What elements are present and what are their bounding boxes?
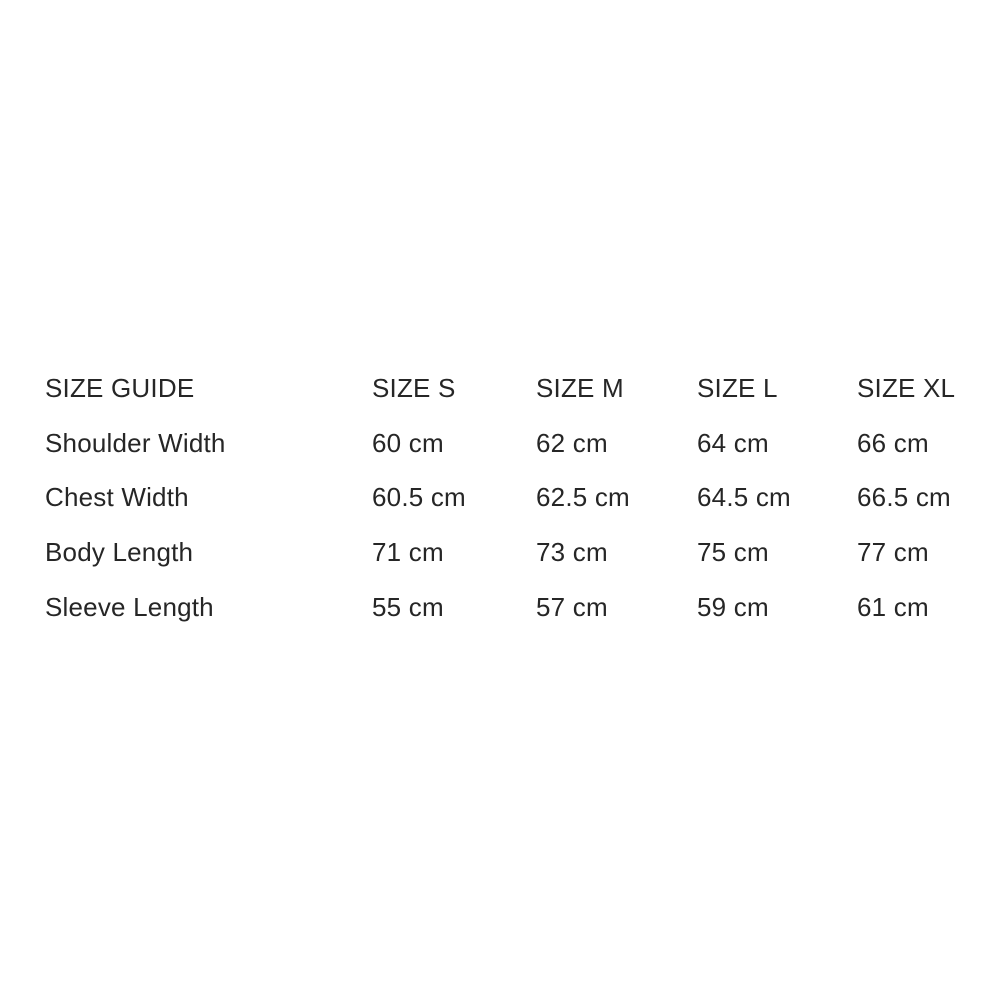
- column-header-size-l: SIZE L: [697, 373, 778, 404]
- chest-width-size-l-value: 64.5 cm: [697, 482, 791, 513]
- body-length-size-l-value: 75 cm: [697, 537, 769, 568]
- sleeve-length-size-m-value: 57 cm: [536, 591, 608, 622]
- size-guide-title: SIZE GUIDE: [45, 373, 195, 404]
- row-label-shoulder-width: Shoulder Width: [45, 427, 226, 458]
- chest-width-size-xl-value: 66.5 cm: [857, 482, 951, 513]
- shoulder-width-size-s-value: 60 cm: [372, 427, 444, 458]
- column-header-size-xl: SIZE XL: [857, 373, 956, 404]
- chest-width-size-m-value: 62.5 cm: [536, 482, 630, 513]
- body-length-size-s-value: 71 cm: [372, 537, 444, 568]
- shoulder-width-size-l-value: 64 cm: [697, 427, 769, 458]
- column-header-size-m: SIZE M: [536, 373, 624, 404]
- shoulder-width-size-m-value: 62 cm: [536, 427, 608, 458]
- sleeve-length-size-s-value: 55 cm: [372, 591, 444, 622]
- chest-width-size-s-value: 60.5 cm: [372, 482, 466, 513]
- row-label-sleeve-length: Sleeve Length: [45, 591, 214, 622]
- shoulder-width-size-xl-value: 66 cm: [857, 427, 929, 458]
- row-label-chest-width: Chest Width: [45, 482, 189, 513]
- column-header-size-s: SIZE S: [372, 373, 456, 404]
- sleeve-length-size-l-value: 59 cm: [697, 591, 769, 622]
- row-label-body-length: Body Length: [45, 537, 194, 568]
- sleeve-length-size-xl-value: 61 cm: [857, 591, 929, 622]
- body-length-size-xl-value: 77 cm: [857, 537, 929, 568]
- size-guide-table: [45, 361, 960, 634]
- body-length-size-m-value: 73 cm: [536, 537, 608, 568]
